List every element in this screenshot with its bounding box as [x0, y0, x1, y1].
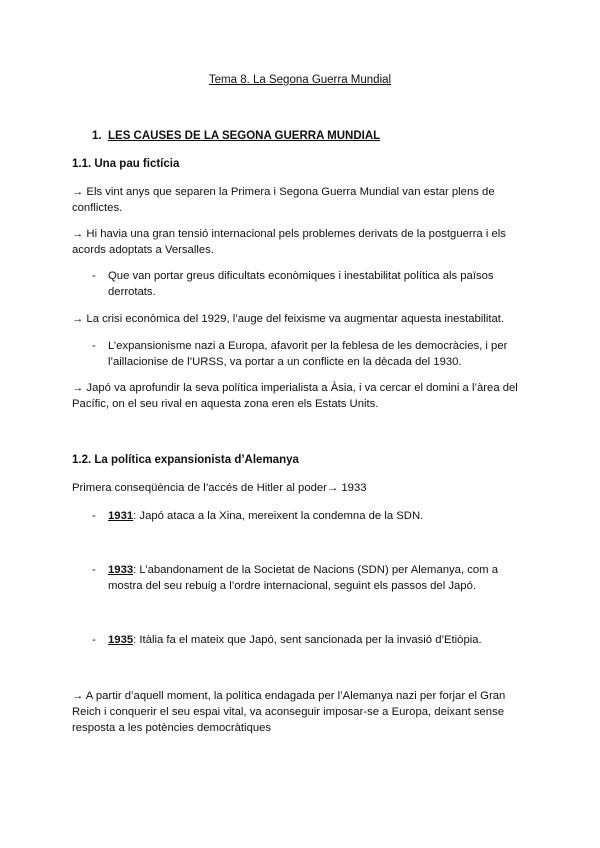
bullet-text: L’expansionisme nazi a Europa, afavorit per la feblesa de les democràcies, i per l’aillacionise de l’URSS, va portar a un conflicte en la dècada del 1930. — [108, 340, 508, 368]
timeline-year: 1933 — [108, 564, 134, 576]
bullet-dash: - — [92, 564, 96, 576]
paragraph-tension: → Hi havia una gran tensió internacional pels problemes derivats de la postguerra i els acords adoptats a Versalles. — [72, 228, 506, 256]
section-title: LES CAUSES DE LA SEGONA GUERRA MUNDIAL — [108, 130, 381, 142]
bullet-dash: - — [92, 634, 96, 646]
subsection-heading-1-1: 1.1. Una pau fictícia — [72, 158, 180, 170]
timeline-item-1935 — [92, 632, 512, 652]
timeline-item-1933 — [92, 562, 512, 596]
bullet-item — [92, 338, 512, 372]
timeline-text: : Japó ataca a la Xina, mereixent la condemna de la SDN. — [133, 510, 424, 522]
section-number: 1. — [92, 130, 102, 142]
timeline-text: : Itàlia fa el mateix que Japó, sent sancionada per la invasió d’Etiòpia. — [133, 634, 482, 646]
paragraph-intro: → Els vint anys que separen la Primera i Segona Guerra Mundial van estar plens de conflictes. — [72, 186, 495, 214]
document-title: Tema 8. La Segona Guerra Mundial — [208, 74, 392, 86]
timeline-year: 1935 — [108, 634, 134, 646]
bullet-text: Que van portar greus dificultats econòmiques i inestabilitat política als països derrotats. — [108, 270, 494, 298]
timeline-text: : L’abandonament de la Societat de Nacions (SDN) per Alemanya, com a mostra del seu rebuig a l’ordre internacional, seguint els passos del Japó. — [108, 564, 498, 592]
timeline-item-1931 — [92, 508, 512, 528]
timeline-year: 1931 — [108, 510, 134, 522]
bullet-item — [92, 268, 512, 302]
paragraph-crisis: → La crisi econòmica del 1929, l’auge del feixisme va augmentar aquesta inestabilitat. — [72, 313, 505, 325]
bullet-dash: - — [92, 510, 96, 522]
bullet-dash: - — [92, 340, 96, 352]
bullet-dash: - — [92, 270, 96, 282]
paragraph-japan: → Japó va aprofundir la seva política imperialista a Àsia, i va cercar el domini a l’àrea del Pacífic, on el seu rival en aquesta zona eren els Estats Units. — [72, 382, 518, 410]
paragraph-closing: → A partir d’aquell moment, la política endagada per l’Alemanya nazi per forjar el Gran Reich i conquerir el seu espai vital, va aconseguir imposar-se a Europa, deixant sense resposta a les potències democràtiques — [72, 690, 506, 734]
subsection-heading-1-2: 1.2. La política expansionista d’Alemanya — [72, 454, 299, 466]
paragraph-hitler: Primera conseqüència de l’accés de Hitler al poder→ 1933 — [72, 482, 367, 494]
section-heading — [92, 128, 380, 144]
